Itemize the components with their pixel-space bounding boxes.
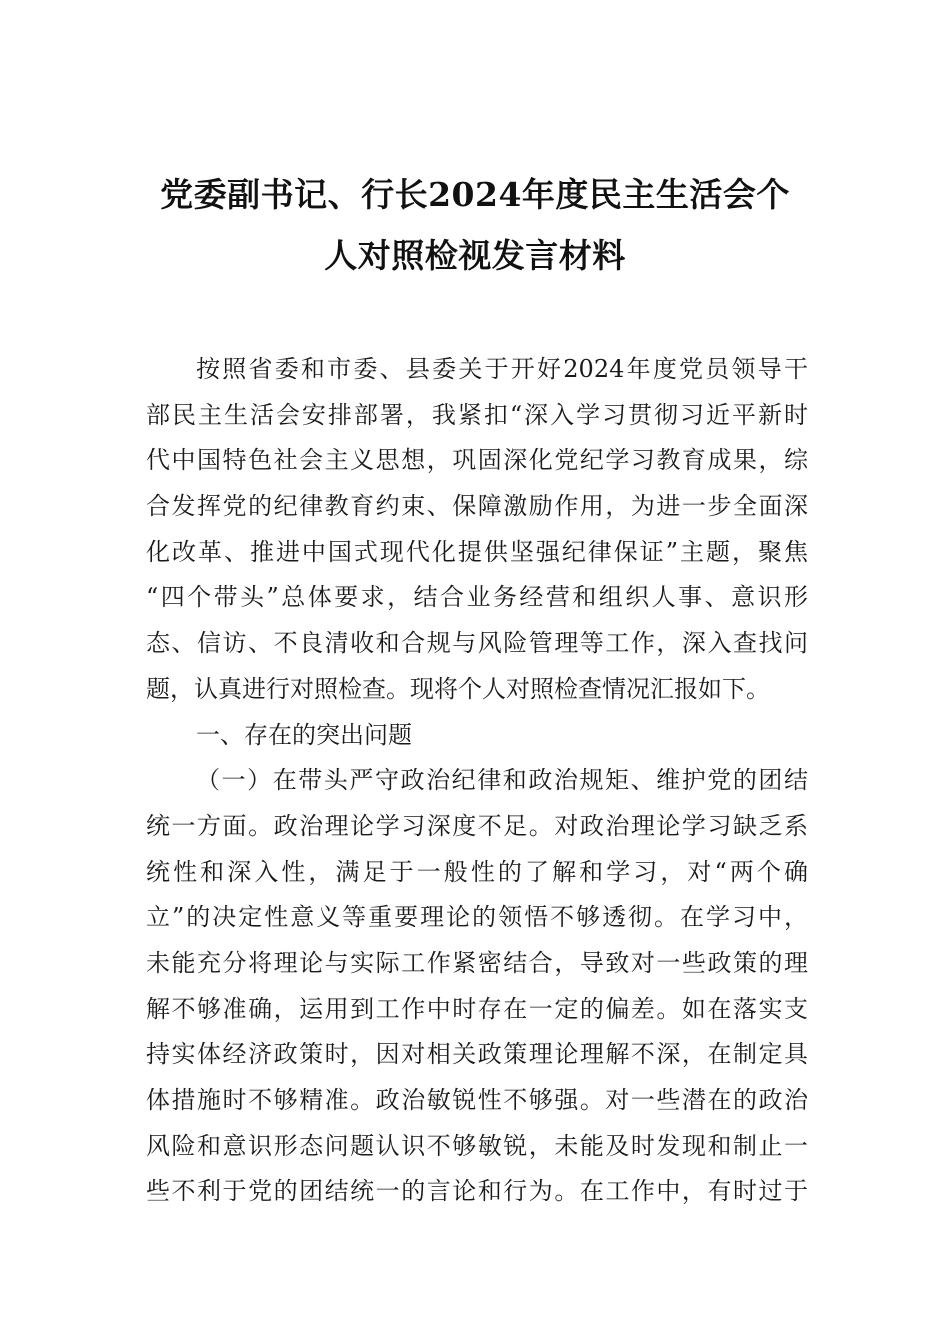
title-line-2: 人对照检视发言材料 — [324, 236, 626, 275]
title-line-1: 党委副书记、行长2024年度民主生活会个 — [160, 175, 790, 214]
intro-line: 合发挥党的纪律教育约束、保障激励作用，为进一步全面深 — [146, 492, 808, 521]
intro-line: 态、信访、不良清收和合规与风险管理等工作，深入查找问 — [146, 629, 808, 658]
section-line: 体措施时不够精准。政治敏锐性不够强。对一些潜在的政治 — [146, 1086, 808, 1114]
section-line: 统性和深入性，满足于一般性的了解和学习，对“两个确 — [146, 857, 808, 886]
section-heading: 一、存在的突出问题 — [196, 720, 412, 749]
section-line: （一）在带头严守政治纪律和政治规矩、维护党的团结 — [196, 766, 808, 795]
section-line: 些不利于党的团结统一的言论和行为。在工作中，有时过于 — [146, 1177, 808, 1206]
section-line: 风险和意识形态问题认识不够敏锐，未能及时发现和制止一 — [146, 1131, 808, 1160]
document-title — [120, 164, 830, 286]
document-body — [146, 347, 808, 1215]
intro-line: “四个带头”总体要求，结合业务经营和组织人事、意识形 — [146, 583, 808, 612]
section-line: 未能充分将理论与实际工作紧密结合，导致对一些政策的理 — [146, 948, 808, 977]
intro-line: 按照省委和市委、县委关于开好2024年度党员领导干 — [196, 355, 808, 383]
intro-line: 代中国特色社会主义思想，巩固深化党纪学习教育成果，综 — [146, 446, 808, 475]
section-line: 立”的决定性意义等重要理论的领悟不够透彻。在学习中， — [146, 903, 808, 932]
section-line: 持实体经济政策时，因对相关政策理论理解不深，在制定具 — [146, 1040, 808, 1069]
intro-line: 部民主生活会安排部署，我紧扣“深入学习贯彻习近平新时 — [146, 400, 808, 429]
section-line: 解不够准确，运用到工作中时存在一定的偏差。如在落实支 — [146, 994, 808, 1023]
section-line: 统一方面。政治理论学习深度不足。对政治理论学习缺乏系 — [146, 811, 808, 840]
intro-line: 化改革、推进中国式现代化提供坚强纪律保证”主题，聚焦 — [146, 537, 808, 566]
intro-line: 题，认真进行对照检查。现将个人对照检查情况汇报如下。 — [146, 674, 770, 703]
